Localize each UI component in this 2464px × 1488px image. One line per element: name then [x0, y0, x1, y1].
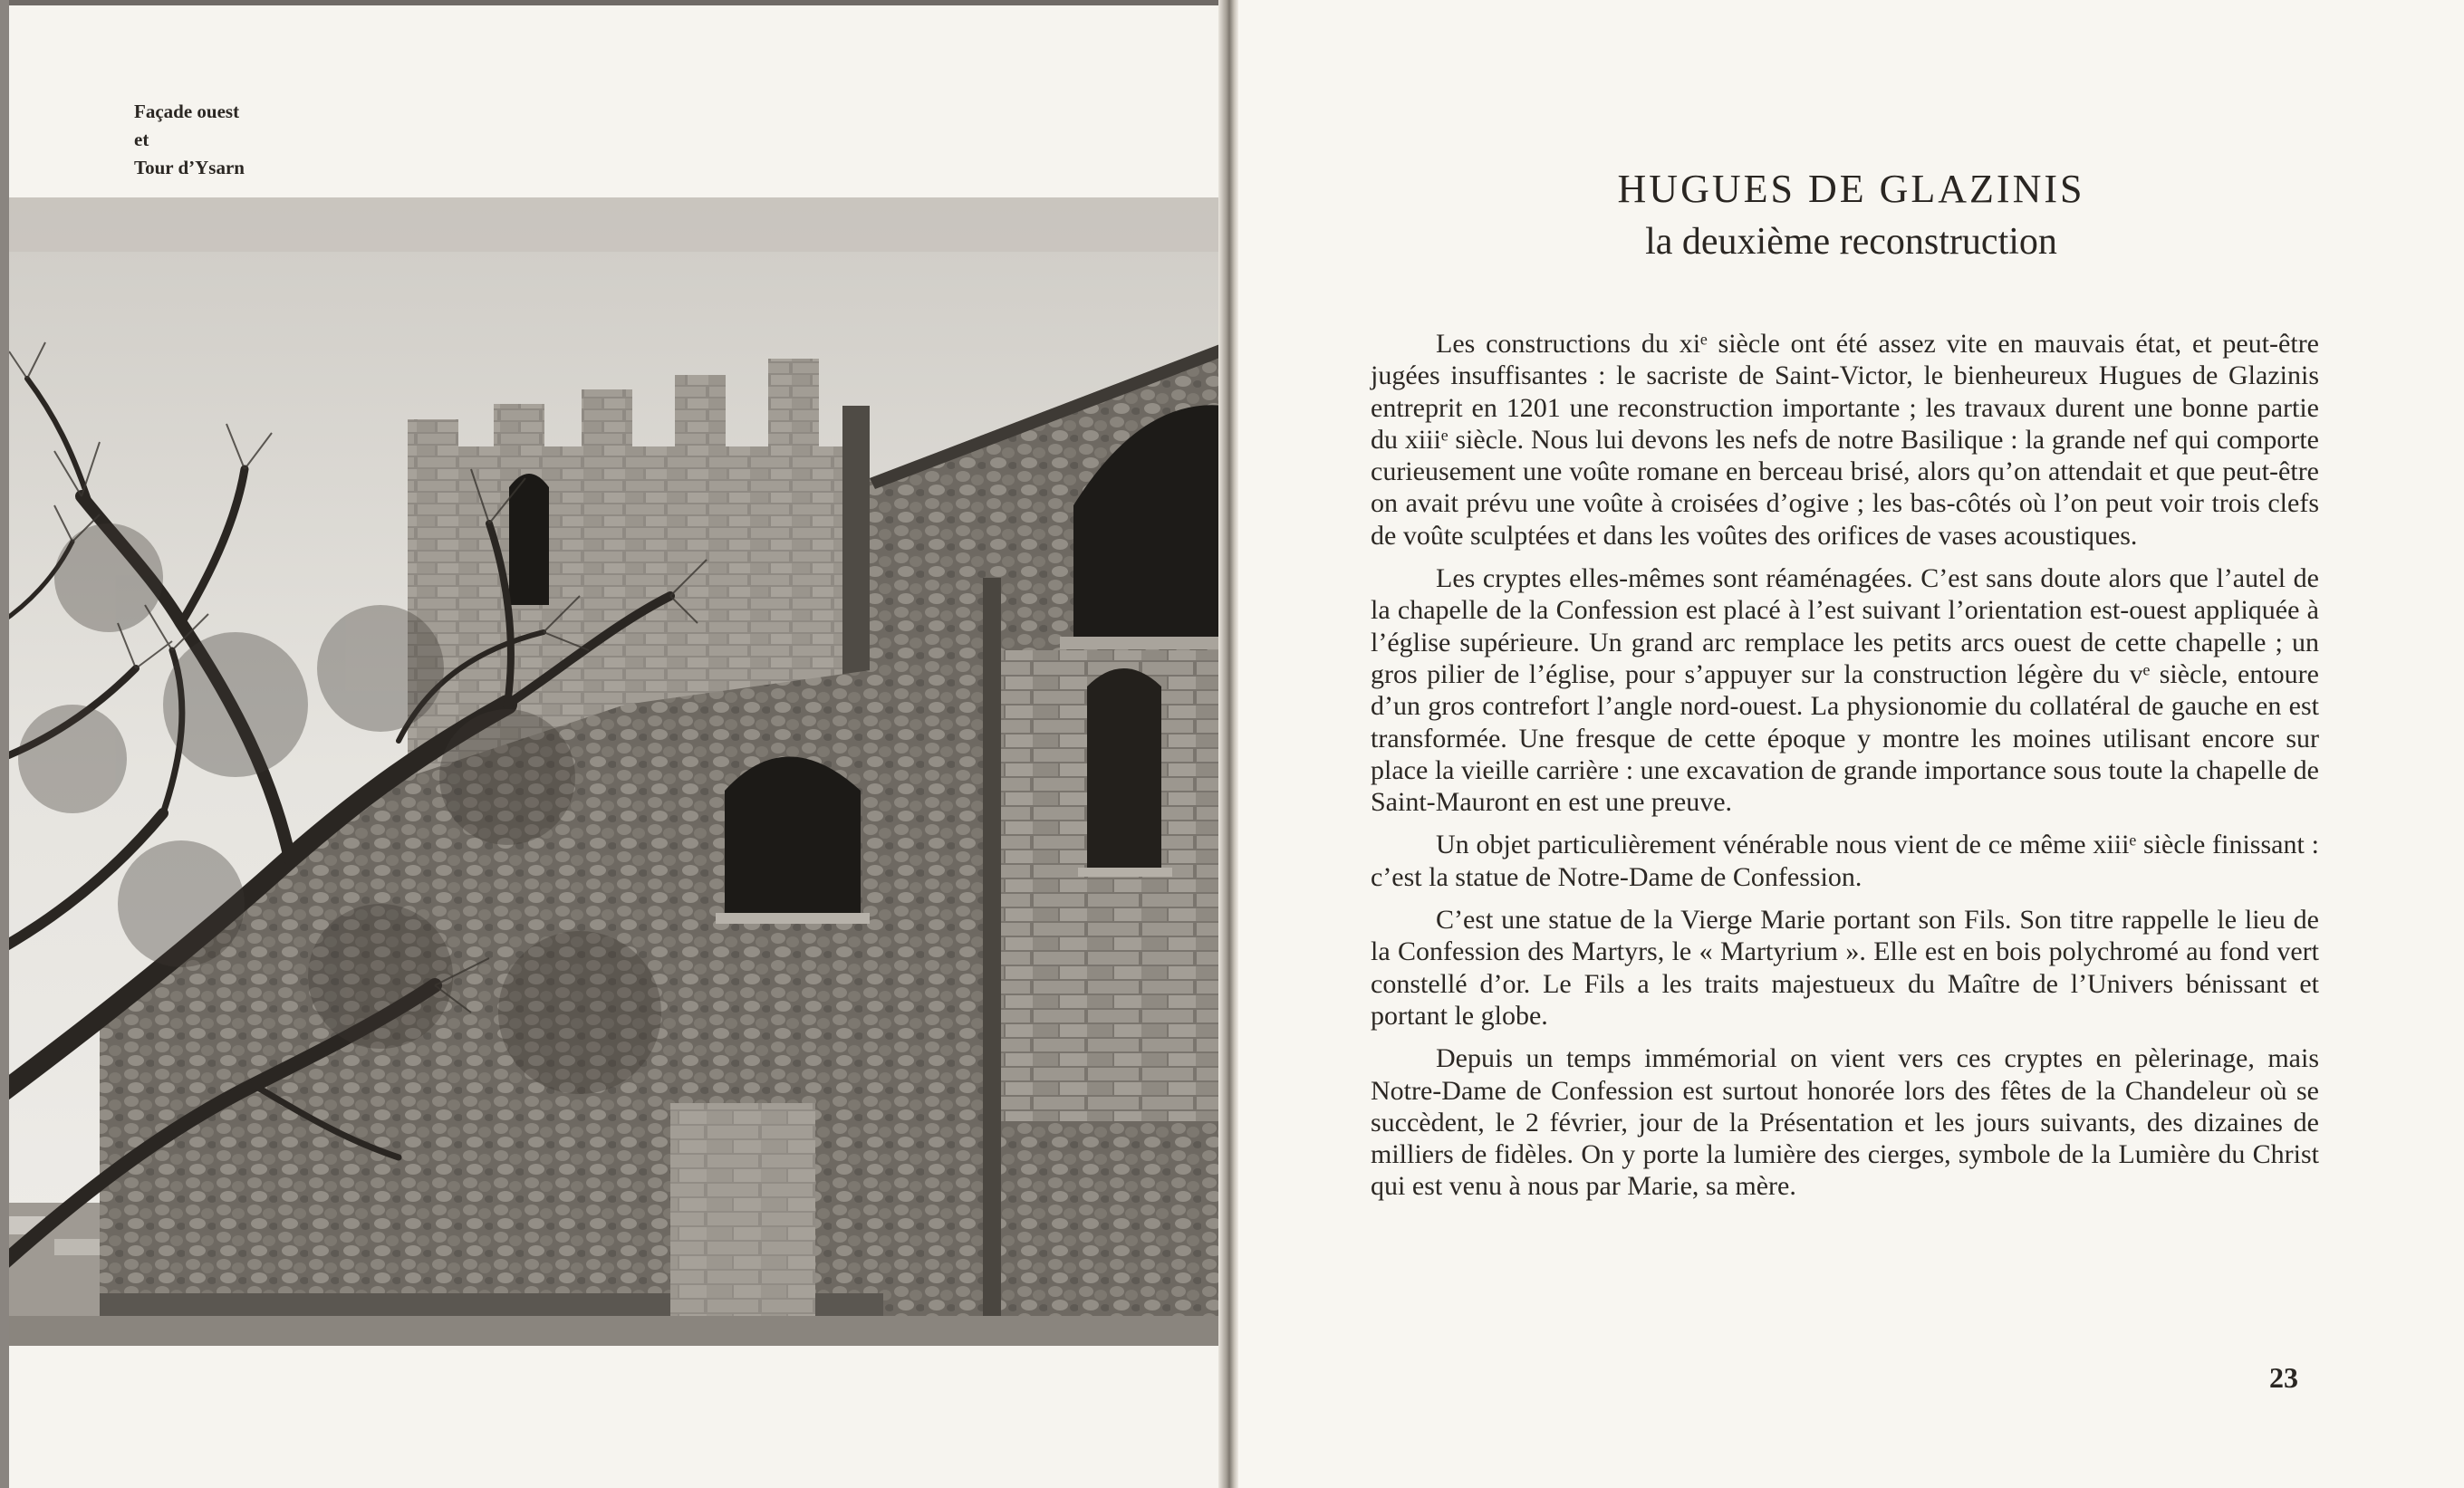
paragraph: Les cryptes elles-mêmes sont réaménagées. C’est sans doute alors que l’autel de la chapelle de la Confession est placé à l’est suivant l’orientation est-ouest appliquée à l’église supérieure. Un grand arc remplace les petits arcs ouest de cette chapelle ; un gros pilier de l’église, pour s’appuyer sur la construction légère du vᵉ siècle, entoure d’un gros contrefort l’angle nord-ouest. La physionomie du collatéral de gauche en est transformée. Une fresque de cette époque y montre les moines utilisant encore sur place la vieille carrière : une excavation de grande importance sous toute la chapelle de Saint-Mauront en est une preuve. — [1371, 563, 2319, 818]
chapter-subtitle: la deuxième reconstruction — [1645, 221, 2057, 263]
caption-line: et — [134, 129, 149, 150]
abbey-facade-photo — [0, 197, 1225, 1346]
chapter-title: HUGUES DE GLAZINIS — [1617, 167, 2085, 211]
chapter-body — [1371, 328, 2319, 1214]
photo-illustration — [0, 197, 1225, 1346]
chapter-heading — [1238, 163, 2464, 268]
page-number: 23 — [2269, 1361, 2298, 1394]
photo-caption — [134, 98, 245, 182]
caption-line: Façade ouest — [134, 101, 240, 122]
page-edge-left — [0, 0, 9, 1488]
left-page — [0, 0, 1227, 1488]
caption-line: Tour d’Ysarn — [134, 157, 245, 178]
page-edge-top — [0, 0, 1227, 5]
paragraph: C’est une statue de la Vierge Marie portant son Fils. Son titre rappelle le lieu de la Confession des Martyrs, le « Martyrium ». Elle est en bois polychromé au fond vert constellé d’or. Le Fils a les traits majestueux du Maître de l’Univers bénissant et portant le globe. — [1371, 905, 2319, 1031]
paragraph: Un objet particulièrement vénérable nous vient de ce même xiiiᵉ siècle finissant : c’est la statue de Notre-Dame de Confession. — [1371, 830, 2319, 892]
book-gutter — [1218, 0, 1238, 1488]
paragraph: Les constructions du xiᵉ siècle ont été assez vite en mauvais état, et peut-être jugées insuffisantes : le sacriste de Saint-Victor, le bienheureux Hugues de Glazinis entreprit en 1201 une reconstruction importante ; les travaux durent une bonne partie du xiiiᵉ siècle. Nous lui devons les nefs de notre Basilique : la grande nef qui comporte curieusement une voûte romane en berceau brisé, alors qu’on attendait et que peut-être on avait prévu une voûte à croisées d’ogive ; les bas-côtés où l’on peut voir trois clefs de voûte sculptées et dans les voûtes des orifices de vases acoustiques. — [1371, 329, 2319, 551]
paragraph: Depuis un temps immémorial on vient vers ces cryptes en pèlerinage, mais Notre-Dame de Confession est surtout honorée lors des fêtes de la Chandeleur où se succèdent, le 2 février, jour de la Présentation et les jours suivants, des dizaines de milliers de fidèles. On y porte la lumière des cierges, symbole de la Lumière du Christ qui est venu à nous par Marie, sa mère. — [1371, 1043, 2319, 1202]
